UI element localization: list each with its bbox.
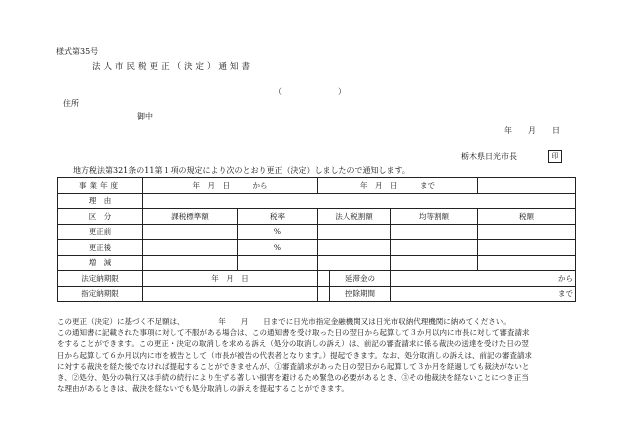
designated-label: 指定納期限 xyxy=(58,286,143,302)
percent-after: % xyxy=(238,240,318,256)
year-to: 年 月 日 まで xyxy=(318,178,478,194)
reason-label: 理 由 xyxy=(58,193,143,209)
after-label: 更正後 xyxy=(58,240,143,256)
section-label: 区 分 xyxy=(58,209,143,225)
table-row xyxy=(58,209,576,225)
note-line: に対する裁決を経た後でなければ提起することができませんが、①審査請求があった日の翌日から起算して３か月を経過しても裁決がないと xyxy=(57,361,530,371)
note-line: この通知書に記載された事項に対して不服がある場合は、この通知書を受け取った日の翌日から起算して３か月以内に市長に対して審査請求 xyxy=(57,328,530,338)
col-tax-amount: 税額 xyxy=(478,209,576,225)
document-title: 法人市民税更正（決定）通知書 xyxy=(92,62,254,72)
year-label: 事業年度 xyxy=(58,178,143,194)
col-tax-rate: 税率 xyxy=(238,209,318,225)
before-label: 更正前 xyxy=(58,224,143,240)
deadline-date: 年 月 日 xyxy=(143,271,318,287)
delay-label-2: 控除期間 xyxy=(330,286,391,302)
form-number: 様式第35号 xyxy=(56,47,99,56)
delay-to: まで xyxy=(391,286,576,302)
col-tax-base: 課税標準額 xyxy=(143,209,238,225)
notes xyxy=(57,316,577,394)
seal-mark: 印 xyxy=(548,150,562,163)
issue-date: 年 月 日 xyxy=(504,126,560,135)
col-corporate-tax: 法人税割額 xyxy=(318,209,391,225)
note-line: 日から起算して６か月以内に市を被告として（市長が被告の代表者となります。）提起できます。なお、処分取消しの訴えは、前記の審査請求 xyxy=(57,350,533,360)
table-row xyxy=(58,178,576,194)
col-per-capita: 均等割額 xyxy=(391,209,478,225)
change-label: 増 減 xyxy=(58,255,143,271)
note-line: をすることができます。この更正・決定の取消しを求める訴え（処分の取消しの訴え）は、前記の審査請求に係る裁決の送達を受けた日の翌 xyxy=(57,339,529,349)
intro-text: 地方税法第321条の11第１項の規定により次のとおり更正（決定）しましたので通知します。 xyxy=(73,166,410,175)
deadline-label: 法定納期限 xyxy=(58,271,143,287)
note-line: この更正（決定）に基づく不足額は、 年 月 日までに日光市指定金融機関又は日光市収納代理機関に納めてください。 xyxy=(57,317,511,326)
delay-label-1: 延滞金の xyxy=(330,271,391,287)
reason-value xyxy=(143,193,576,209)
tax-table xyxy=(57,177,576,302)
paren-line: （ ） xyxy=(274,87,346,96)
year-from: 年 月 日 から xyxy=(143,178,318,194)
table-row xyxy=(58,271,576,287)
note-line: き、②処分、処分の執行又は手続の続行により生ずる著しい損害を避けるため緊急の必要があるとき、③その他裁決を経ないことにつき正当 xyxy=(57,373,529,383)
recipient-suffix: 御中 xyxy=(137,112,153,121)
table-row xyxy=(58,193,576,209)
note-line: な理由があるときは、裁決を経ないでも処分取消しの訴えを提起することができます。 xyxy=(57,384,349,394)
delay-from: から xyxy=(391,271,576,287)
issuer: 栃木県日光市長 xyxy=(461,152,517,161)
address-label: 住所 xyxy=(63,99,79,108)
table-row xyxy=(58,224,576,240)
table-row xyxy=(58,255,576,271)
year-blank xyxy=(478,178,576,194)
table-row xyxy=(58,240,576,256)
percent-before: % xyxy=(238,224,318,240)
table-row xyxy=(58,286,576,302)
